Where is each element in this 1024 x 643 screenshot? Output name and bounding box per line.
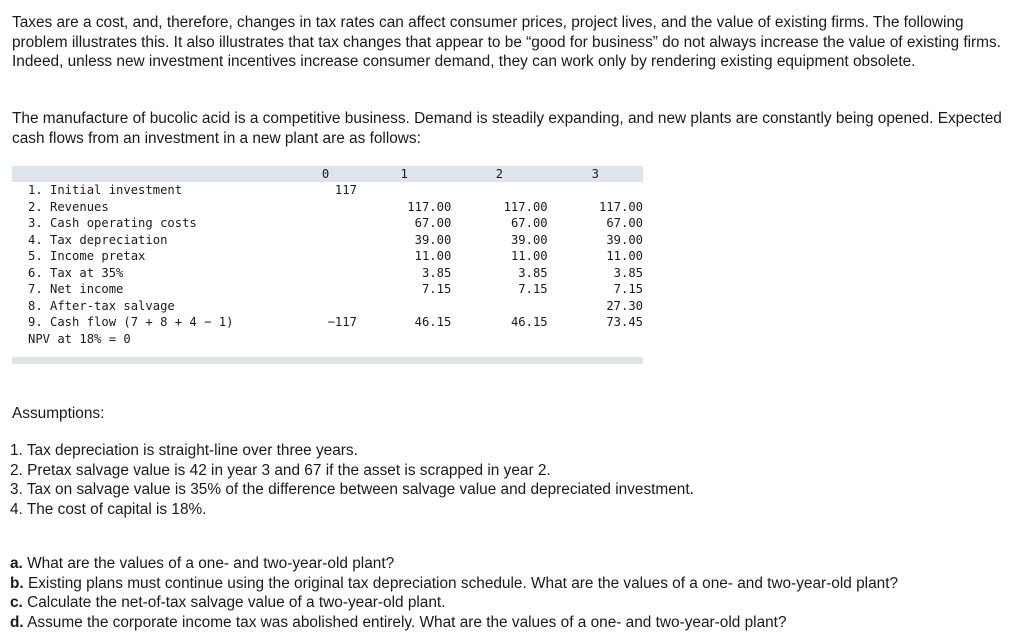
table-row — [12, 248, 643, 265]
table-row — [12, 265, 643, 282]
question-list — [10, 554, 1010, 632]
cell-year-1 — [357, 182, 451, 199]
row-label: 4. Tax depreciation — [28, 232, 168, 247]
cell-year-2: 7.15 — [518, 282, 548, 297]
assumption-item: 1. Tax depreciation is straight-line over three years. — [10, 442, 358, 459]
question-item — [10, 593, 1010, 613]
cell-year-1: 67.00 — [414, 216, 452, 231]
cell-year-3 — [548, 331, 643, 348]
question-letter: a. — [10, 555, 23, 572]
cash-flow-table — [12, 166, 643, 364]
cell-year-0 — [294, 248, 357, 265]
table-row — [12, 298, 643, 315]
table-header-row — [12, 166, 643, 182]
cell-year-1: 7.15 — [421, 282, 452, 297]
cell-year-3: 7.15 — [613, 282, 643, 297]
cell-year-2: 3.85 — [518, 265, 548, 280]
assumption-item: 4. The cost of capital is 18%. — [10, 500, 207, 518]
cell-year-2: 117.00 — [503, 199, 548, 214]
cell-year-3: 27.30 — [606, 298, 643, 313]
cell-year-1: 39.00 — [414, 232, 452, 247]
header-label — [12, 166, 294, 182]
question-letter: b. — [10, 574, 24, 592]
cell-year-3: 11.00 — [606, 249, 643, 264]
question-text: Existing plans must continue using the original tax depreciation schedule. What are the values of a one- and two-year-old plant? — [27, 574, 899, 592]
cell-year-2: 67.00 — [510, 216, 548, 231]
row-label: 9. Cash flow (7 + 8 + 4 − 1) — [28, 315, 234, 330]
table-row — [12, 182, 643, 199]
row-label: 6. Tax at 35% — [28, 265, 124, 280]
cell-year-3: 73.45 — [606, 315, 643, 330]
row-label: NPV at 18% = 0 — [28, 331, 131, 346]
cell-year-1: 11.00 — [414, 249, 452, 264]
cell-year-2 — [451, 331, 547, 348]
question-item — [10, 574, 1010, 594]
cell-year-0 — [294, 215, 357, 232]
cell-year-3: 117.00 — [598, 199, 643, 214]
cell-year-0 — [294, 265, 357, 282]
cell-year-2 — [451, 298, 547, 315]
row-label: 1. Initial investment — [28, 183, 183, 198]
question-text: What are the values of a one- and two-year-old plant? — [27, 555, 395, 572]
cell-year-3: 67.00 — [606, 216, 643, 231]
cell-year-3: 39.00 — [606, 232, 643, 247]
table-spacer-cell — [12, 347, 643, 357]
table-row — [12, 314, 643, 331]
assumption-item: 3. Tax on salvage value is 35% of the difference between salvage value and depreciated investment. — [10, 481, 694, 498]
cell-year-0 — [294, 281, 357, 298]
question-text: Assume the corporate income tax was abolished entirely. What are the values of a one- and two-year-old plant? — [27, 613, 787, 631]
cell-year-0 — [294, 199, 357, 216]
row-label: 2. Revenues — [28, 199, 109, 214]
cell-year-1: 3.85 — [421, 265, 452, 280]
cell-year-2: 39.00 — [510, 232, 548, 247]
cell-year-2: 11.00 — [510, 249, 548, 264]
header-year-1: 1 — [357, 166, 451, 182]
cell-year-1 — [357, 331, 451, 348]
table-footer-bar — [12, 357, 643, 364]
header-year-2: 2 — [451, 166, 547, 182]
cell-year-3: 3.85 — [613, 265, 643, 280]
row-label: 5. Income pretax — [28, 249, 146, 264]
row-label: 7. Net income — [28, 282, 124, 297]
cell-year-3 — [548, 182, 643, 199]
cell-year-2 — [451, 182, 547, 199]
cell-year-0 — [294, 298, 357, 315]
cell-year-1: 117.00 — [407, 199, 452, 214]
row-label: 3. Cash operating costs — [28, 216, 197, 231]
question-text: Calculate the net-of-tax salvage value of a two-year-old plant. — [27, 594, 446, 611]
table-spacer-row — [12, 347, 643, 357]
question-letter: c. — [10, 594, 23, 611]
table-row — [12, 281, 643, 298]
cell-year-1 — [357, 298, 451, 315]
cell-year-0 — [294, 232, 357, 249]
cell-year-0 — [294, 331, 357, 348]
header-year-3: 3 — [548, 166, 643, 182]
table-row — [12, 331, 643, 348]
assumptions-heading: Assumptions: — [12, 405, 105, 422]
cell-year-0: 117 — [334, 183, 357, 198]
cell-year-2: 46.15 — [510, 315, 548, 330]
problem-paragraph: The manufacture of bucolic acid is a competitive business. Demand is steadily expanding, and new plants are constantly being opened. Expected cash flows from an investment in a new plant are as follows: — [12, 110, 1002, 147]
row-label: 8. After-tax salvage — [28, 298, 175, 313]
cell-year-0: −117 — [327, 315, 357, 330]
question-item — [10, 554, 1010, 574]
header-year-0: 0 — [294, 166, 357, 182]
table-footer-cell — [12, 357, 643, 364]
table-row — [12, 215, 643, 232]
intro-paragraph: Taxes are a cost, and, therefore, changes in tax rates can affect consumer prices, project lives, and the value of existing firms. The following problem illustrates this. It also illustrates that tax changes that appear to be “good for business” do not always increase the value of existing firms. Indeed, unless new investment incentives increase consumer demand, they can work only by rendering existing equipment obsolete. — [12, 14, 1001, 70]
assumption-item: 2. Pretax salvage value is 42 in year 3 and 67 if the asset is scrapped in year 2. — [10, 461, 551, 479]
assumption-list — [10, 441, 1010, 519]
table-row — [12, 199, 643, 216]
table-row — [12, 232, 643, 249]
cell-year-1: 46.15 — [414, 315, 452, 330]
question-letter: d. — [10, 613, 24, 631]
question-item — [10, 613, 1010, 633]
